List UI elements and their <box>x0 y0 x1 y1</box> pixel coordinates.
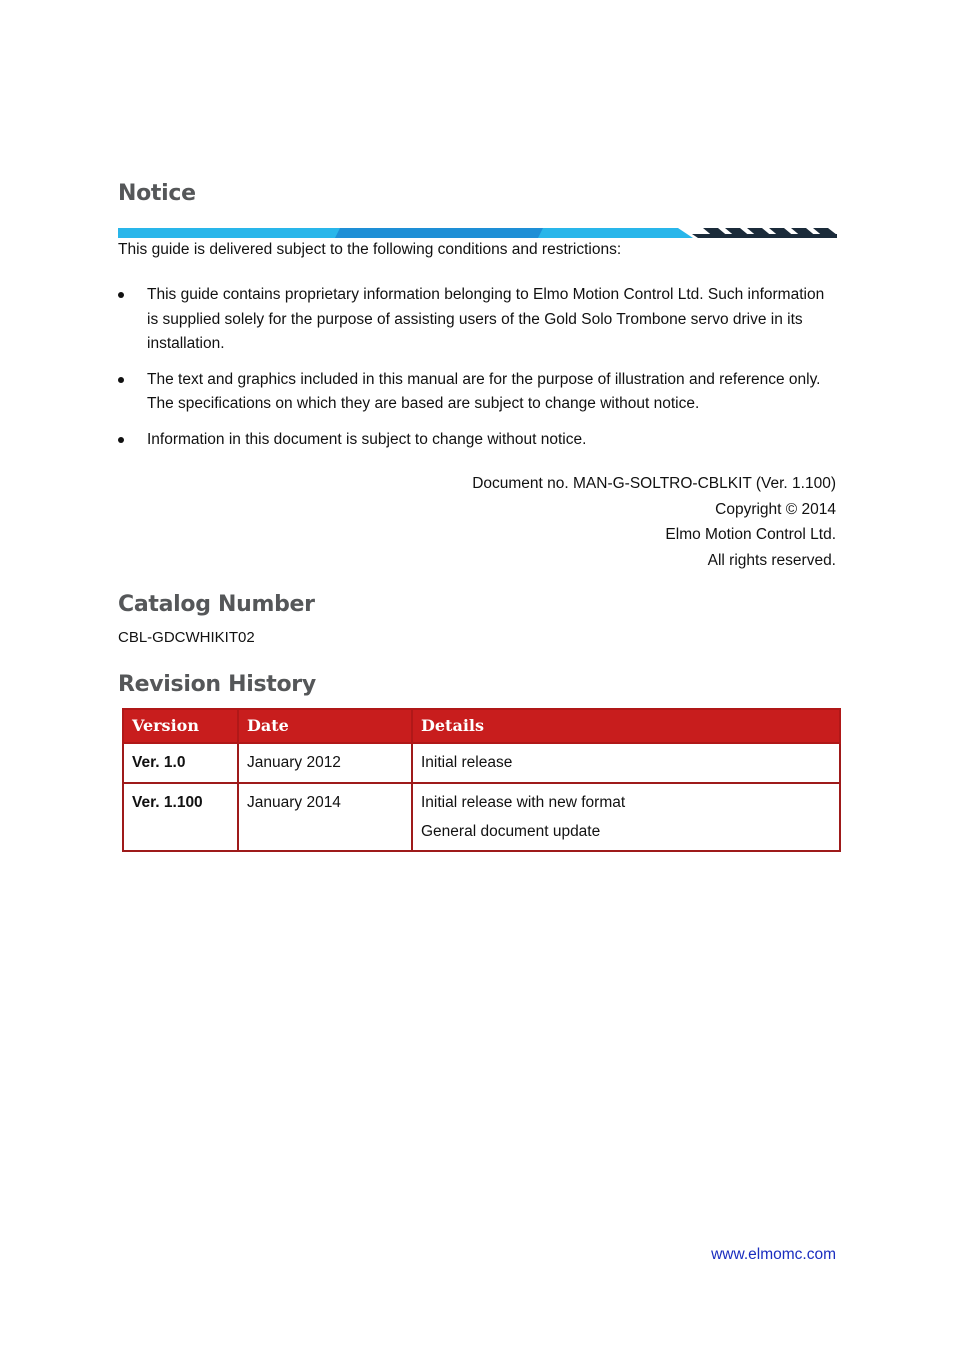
list-item <box>118 283 828 357</box>
copyright-line: Copyright © 2014 <box>715 500 836 518</box>
details-line: General document update <box>421 823 601 840</box>
table-row <box>123 783 840 851</box>
details-line: Initial release <box>421 754 513 771</box>
rights-line: All rights reserved. <box>707 551 836 569</box>
bullet-icon <box>118 437 124 443</box>
bullet-text: Information in this document is subject to change without notice. <box>147 430 587 448</box>
column-header-date: Date <box>238 709 412 743</box>
catalog-number: CBL-GDCWHIKIT02 <box>118 629 255 646</box>
details-cell <box>412 783 840 851</box>
date-cell: January 2012 <box>238 743 412 783</box>
list-item <box>118 428 828 453</box>
revision-history-heading: Revision History <box>118 672 316 697</box>
list-item <box>118 368 828 417</box>
bullet-text: This guide contains proprietary information belonging to Elmo Motion Control Ltd. Such information is supplied solely for the purpose of assisting users of the Gold Solo Trombone servo drive in its installation. <box>147 286 825 352</box>
catalog-heading: Catalog Number <box>118 592 315 617</box>
details-line: Initial release with new format <box>421 794 626 811</box>
column-header-version: Version <box>123 709 238 743</box>
website-link[interactable]: www.elmomc.com <box>711 1246 836 1263</box>
decorative-header-rule <box>118 228 837 238</box>
bullet-icon <box>118 377 124 383</box>
table-header-row <box>123 709 840 743</box>
notice-bullet-list <box>118 283 828 463</box>
details-cell <box>412 743 840 783</box>
table-row <box>123 743 840 783</box>
notice-intro: This guide is delivered subject to the following conditions and restrictions: <box>118 241 622 258</box>
version-cell: Ver. 1.0 <box>123 743 238 783</box>
bullet-text: The text and graphics included in this manual are for the purpose of illustration and reference only. The specifications on which they are based are subject to change without notice. <box>147 370 821 412</box>
notice-heading: Notice <box>118 181 196 206</box>
column-header-details: Details <box>412 709 840 743</box>
version-cell: Ver. 1.100 <box>123 783 238 851</box>
bullet-icon <box>118 292 124 298</box>
date-cell: January 2014 <box>238 783 412 851</box>
document-info <box>472 471 836 573</box>
document-number: Document no. MAN-G-SOLTRO-CBLKIT (Ver. 1.100) <box>472 475 836 492</box>
revision-history-table <box>122 708 841 852</box>
company-name: Elmo Motion Control Ltd. <box>665 526 836 543</box>
